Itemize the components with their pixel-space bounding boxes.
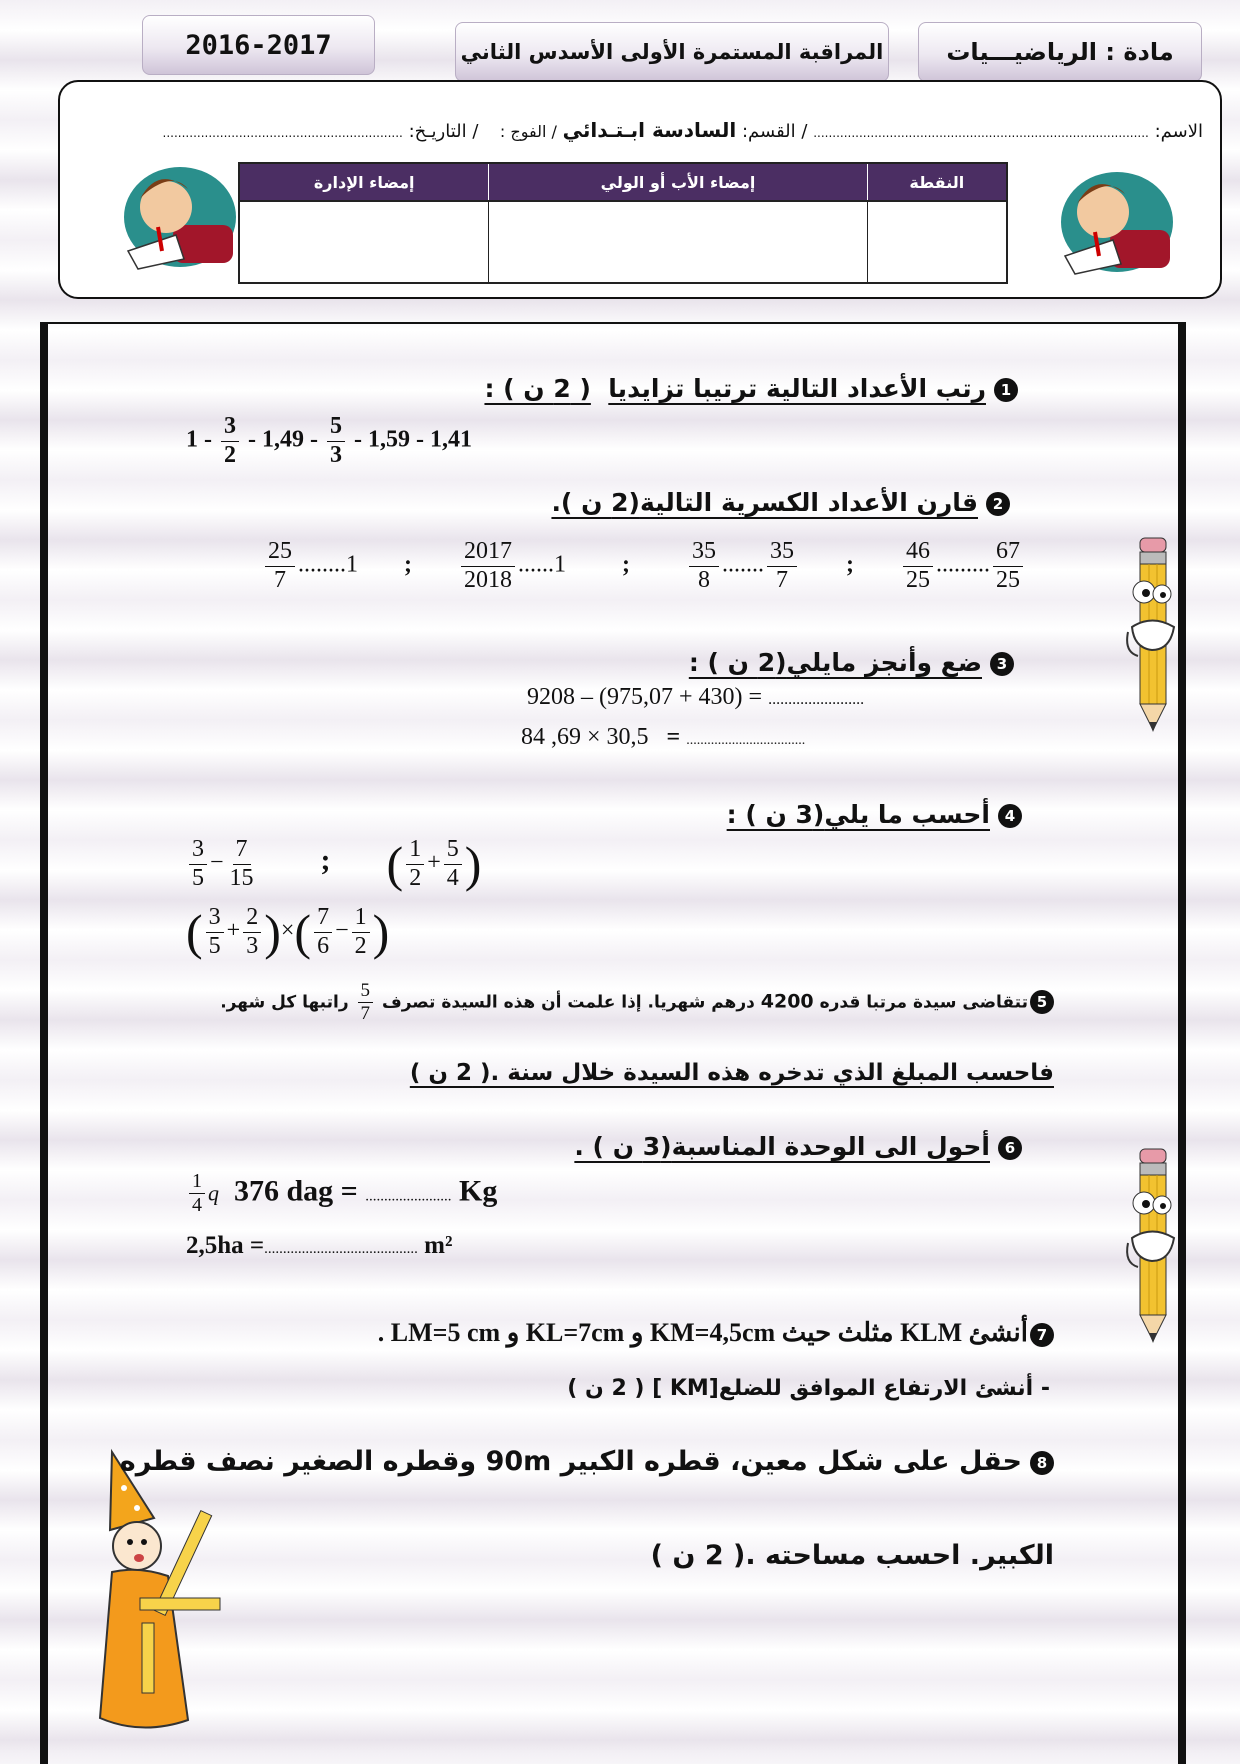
q2-fraction: $\frac{25}{7}$	[265, 538, 295, 594]
q5-number: 5	[1030, 990, 1054, 1014]
q5-statement: 5تتقاضى سيدة مرتبا قدره 4200 درهم شهريا. إذا علمت أن هذه السيدة تصرف $\frac{5}{7}$ راتبها كل شهر.	[220, 980, 1054, 1025]
q1-item: 1 -	[186, 426, 212, 453]
q5-question-text: فاحسب المبلغ الذي تدخره هذه السيدة خلال سنة .( 2 ن )	[409, 1060, 1054, 1086]
q7-line1	[378, 1318, 1054, 1348]
q1-numbers	[186, 413, 472, 469]
q6-line2: 2,5ha =......................................... m²	[186, 1232, 453, 1259]
name-label: الاسم:	[1154, 121, 1203, 142]
q2-fraction: $\frac{67}{25}$	[993, 538, 1023, 594]
q3-title: ضع وأنجز مايلي	[786, 648, 982, 677]
q4-fraction: $\frac{3}{5}$	[206, 904, 224, 960]
grade-header: النقطة	[867, 163, 1007, 201]
q4-fraction: $\frac{7}{6}$	[314, 904, 332, 960]
student-writing-icon-left	[118, 155, 238, 275]
parent-signature-header: إمضاء الأب أو الولي	[489, 163, 867, 201]
school-year: 2016-2017	[185, 29, 332, 61]
q3-blank[interactable]: ........................	[768, 691, 865, 708]
q4-expr-row1: $\frac{3}{5}$ − $\frac{7}{15}$ ; ( $\frac{1}{2}$ + $\frac{5}{4}$ )	[186, 836, 481, 892]
q2-blank[interactable]: .......	[722, 551, 764, 578]
q7-number: 7	[1030, 1323, 1054, 1347]
admin-signature-header: إمضاء الإدارة	[239, 163, 489, 201]
q2-fraction: $\frac{35}{8}$	[689, 538, 719, 594]
q2-fraction: $\frac{35}{7}$	[767, 538, 797, 594]
q2-heading	[551, 488, 1010, 517]
q8-text: الكبير. احسب مساحته .( 2 ن )	[650, 1540, 1054, 1571]
q3-blank[interactable]: ..................................	[686, 733, 806, 748]
section-value: السادسة ابـتـدائي	[562, 118, 737, 142]
q6-line1: $\frac{1}{4}$ q 376 dag = ....................... Kg	[186, 1170, 497, 1217]
q6-number: 6	[998, 1136, 1022, 1160]
q2-fraction: $\frac{46}{25}$	[903, 538, 933, 594]
q4-fraction: $\frac{2}{3}$	[243, 904, 261, 960]
pencil-character-icon	[1122, 532, 1184, 737]
signature-table	[238, 162, 1008, 284]
q1-fraction: $\frac{5}{3}$	[327, 413, 345, 469]
q7-text: أنشئ KLM مثلث حيث KM=4,5cm و KL=7cm و LM=5 cm .	[377, 1318, 1028, 1347]
q2-number: 2	[986, 492, 1010, 516]
q1-heading	[484, 374, 1018, 403]
q1-item: - 1,49 -	[248, 426, 318, 453]
subject-title: مادة : الرياضيـــيات	[946, 38, 1174, 66]
q4-fraction: $\frac{3}{5}$	[189, 836, 207, 892]
q1-points: ( 2 ن ) :	[484, 374, 591, 403]
q1-fraction: $\frac{3}{2}$	[221, 413, 239, 469]
q7-text: - أنشئ الارتفاع الموافق للضلع[KM ] ( 2 ن )	[567, 1376, 1050, 1401]
q4-number: 4	[998, 804, 1022, 828]
q1-number: 1	[994, 378, 1018, 402]
q6-heading	[574, 1132, 1022, 1161]
q2-blank[interactable]: ........	[298, 551, 346, 578]
year-box	[142, 15, 375, 75]
admin-signature-cell[interactable]	[239, 201, 489, 283]
q4-title: أحسب ما يلي	[824, 800, 990, 829]
q4-fraction: $\frac{7}{15}$	[229, 836, 254, 891]
q6-fraction: $\frac{1}{4}$	[189, 1170, 205, 1217]
q2-comparisons: $\frac{25}{7}$ ........1 ; $\frac{2017}{2018}$ ......1 ; $\frac{35}{8}$ ....... $\frac{35}{7}$ ; $\frac{46}{25}$ ......... $\frac{67}{25}$	[262, 538, 1026, 594]
parent-signature-cell[interactable]	[489, 201, 867, 283]
q4-points: (3 ن ) :	[726, 800, 825, 829]
group-label: / الفوج :	[499, 122, 557, 141]
wizard-ruler-icon	[92, 1448, 242, 1738]
q6-points: (3 ن ) .	[574, 1132, 672, 1161]
q2-points: (2 ن ).	[551, 488, 640, 517]
date-label: / التاريـخ:	[408, 121, 479, 142]
q4-heading	[727, 800, 1022, 829]
q5-fraction: $\frac{5}{7}$	[358, 980, 374, 1025]
subject-box	[918, 22, 1202, 82]
name-field[interactable]: ........................................................................................	[813, 126, 1149, 140]
q1-title: رتب الأعداد التالية ترتيبا تزايديا	[608, 374, 986, 403]
pencil-character-icon	[1122, 1143, 1184, 1348]
q3-points: (2 ن ) :	[688, 648, 787, 677]
q2-fraction: $\frac{2017}{2018}$	[461, 538, 515, 594]
q4-fraction: $\frac{1}{2}$	[352, 904, 370, 960]
q3-heading	[689, 648, 1014, 677]
q2-blank[interactable]: ......	[518, 551, 554, 578]
q7-line2	[567, 1376, 1050, 1401]
date-field[interactable]: ...............................................................	[162, 126, 403, 140]
q3-line2: 84 ,69 × 30,5 = ..................................	[521, 724, 806, 750]
q8-line1	[120, 1446, 1054, 1477]
student-writing-icon-right	[1055, 160, 1175, 280]
exam-title: المراقبة المستمرة الأولى الأسدس الثاني	[460, 40, 884, 64]
q8-line2	[651, 1540, 1054, 1571]
student-info-line	[160, 118, 1203, 142]
q6-blank[interactable]: .........................................	[264, 1241, 418, 1257]
q3-number: 3	[990, 652, 1014, 676]
q5-question	[410, 1060, 1054, 1086]
q3-line1: 9208 – (975,07 + 430) = ........................	[527, 684, 865, 710]
q2-blank[interactable]: .........	[936, 551, 990, 578]
exam-title-box	[455, 22, 889, 82]
q6-title: أحول الى الوحدة المناسبة	[671, 1132, 990, 1161]
q4-fraction: $\frac{1}{2}$	[406, 836, 424, 892]
q1-item: - 1,59 - 1,41	[353, 426, 472, 453]
q4-expr-row2: ( $\frac{3}{5}$ + $\frac{2}{3}$ )×( $\frac{7}{6}$ − $\frac{1}{2}$ )	[186, 904, 390, 961]
q4-fraction: $\frac{5}{4}$	[444, 836, 462, 892]
grade-cell[interactable]	[867, 201, 1007, 283]
section-label: / القسم:	[741, 121, 808, 142]
q6-blank[interactable]: .......................	[365, 1188, 452, 1205]
q2-title: قارن الأعداد الكسرية التالية	[639, 488, 978, 517]
q8-text: حقل على شكل معين، قطره الكبير 90m وقطره الصغير نصف قطره	[119, 1446, 1022, 1477]
q8-number: 8	[1030, 1451, 1054, 1475]
